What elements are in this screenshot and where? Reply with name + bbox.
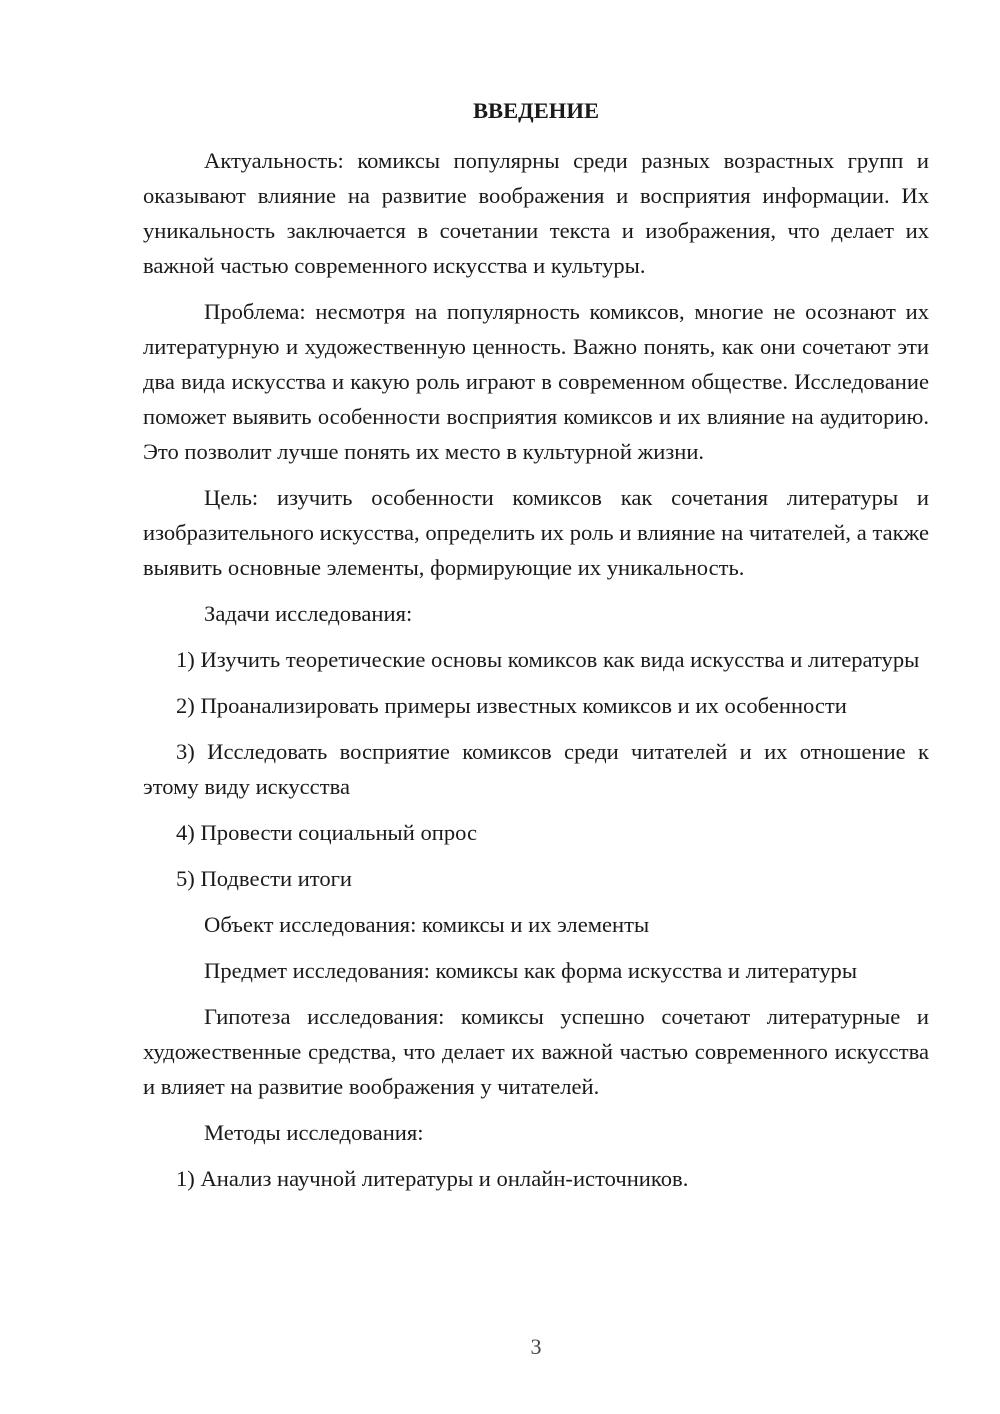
tasks-heading: Задачи исследования: — [204, 601, 413, 626]
page-number: 3 — [530, 1334, 542, 1359]
task-item-3: 3) Исследовать восприятие комиксов среди читателей и их отношение к этому виду искусства — [143, 739, 929, 799]
research-subject: Предмет исследования: комиксы как форма искусства и литературы — [204, 958, 858, 983]
task-item-2: 2) Проанализировать примеры известных комиксов и их особенности — [176, 693, 847, 718]
task-item-4: 4) Провести социальный опрос — [176, 820, 478, 845]
research-object: Объект исследования: комиксы и их элементы — [204, 912, 650, 937]
goal-paragraph: Цель: изучить особенности комиксов как сочетания литературы и изобразительного искусства, определить их роль и влияние на читателей, а также выявить основные элементы, формирующие их уникальность. — [143, 485, 929, 580]
methods-heading: Методы исследования: — [204, 1120, 424, 1145]
task-item-5: 5) Подвести итоги — [176, 866, 353, 891]
relevance-paragraph: Актуальность: комиксы популярны среди разных возрастных групп и оказывают влияние на развитие воображения и восприятия информации. Их уникальность заключается в сочетании текста и изображения, что делает их важной частью современного искусства и культуры. — [143, 148, 929, 278]
hypothesis-paragraph: Гипотеза исследования: комиксы успешно сочетают литературные и художественные средства, что делает их важной частью современного искусства и влияет на развитие воображения у читателей. — [143, 1004, 929, 1099]
document-page — [143, 96, 929, 1207]
page-title: ВВЕДЕНИЕ — [472, 98, 600, 123]
method-item-1: 1) Анализ научной литературы и онлайн-источников. — [176, 1166, 689, 1191]
problem-paragraph: Проблема: несмотря на популярность комиксов, многие не осознают их литературную и художественную ценность. Важно понять, как они сочетают эти два вида искусства и какую роль играют в современном обществе. Исследование поможет выявить особенности восприятия комиксов и их влияние на аудиторию. Это позволит лучше понять их место в культурной жизни. — [143, 299, 929, 464]
task-item-1: 1) Изучить теоретические основы комиксов как вида искусства и литературы — [176, 647, 920, 672]
